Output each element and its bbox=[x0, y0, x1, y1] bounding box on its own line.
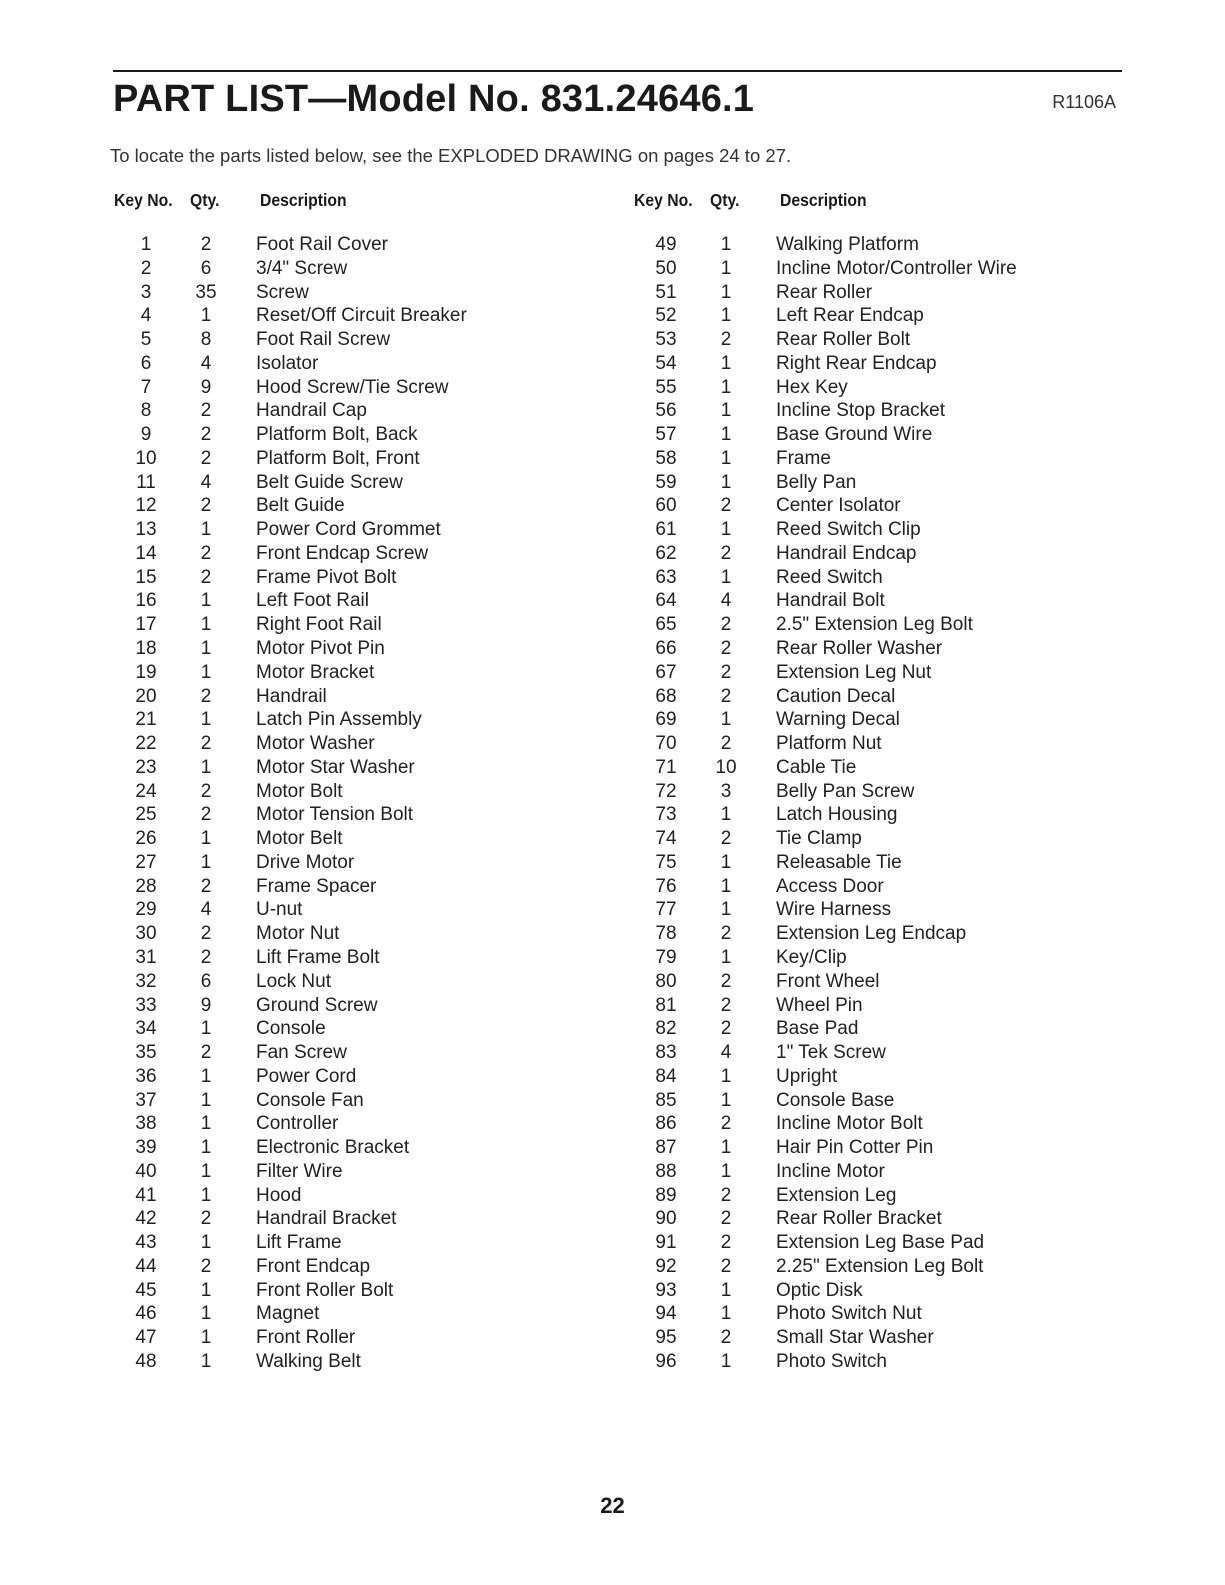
part-key-no: 56 bbox=[655, 400, 677, 422]
part-qty: 8 bbox=[200, 329, 212, 351]
part-qty: 2 bbox=[720, 685, 732, 707]
part-qty: 2 bbox=[720, 1327, 732, 1349]
part-key-no: 71 bbox=[655, 756, 677, 778]
part-qty: 4 bbox=[200, 899, 212, 921]
part-key-no: 4 bbox=[140, 305, 152, 327]
part-qty: 1 bbox=[200, 1232, 212, 1254]
part-description: Frame Spacer bbox=[256, 875, 377, 897]
description-header: Description bbox=[780, 190, 867, 210]
part-key-no: 81 bbox=[655, 994, 677, 1016]
part-description: Isolator bbox=[256, 352, 319, 374]
part-qty: 1 bbox=[200, 590, 212, 612]
part-description: Releasable Tie bbox=[776, 851, 902, 873]
part-qty: 1 bbox=[200, 519, 212, 541]
part-qty: 4 bbox=[720, 590, 732, 612]
part-description: Frame bbox=[776, 447, 831, 469]
part-key-no: 75 bbox=[655, 851, 677, 873]
part-key-no: 57 bbox=[655, 424, 677, 446]
part-key-no: 23 bbox=[135, 756, 157, 778]
part-key-no: 77 bbox=[655, 899, 677, 921]
part-description: Incline Stop Bracket bbox=[776, 400, 945, 422]
part-qty: 35 bbox=[195, 281, 217, 303]
part-qty: 1 bbox=[720, 1303, 732, 1325]
document-code: R1106A bbox=[1052, 92, 1116, 112]
part-description: Controller bbox=[256, 1113, 339, 1135]
part-qty: 2 bbox=[200, 923, 212, 945]
part-key-no: 3 bbox=[140, 281, 152, 303]
part-description: Motor Pivot Pin bbox=[256, 638, 385, 660]
part-qty: 1 bbox=[200, 1113, 212, 1135]
part-key-no: 79 bbox=[655, 946, 677, 968]
part-qty: 1 bbox=[200, 638, 212, 660]
part-key-no: 37 bbox=[135, 1089, 157, 1111]
part-description: Screw bbox=[256, 281, 309, 303]
part-key-no: 13 bbox=[135, 519, 157, 541]
part-qty: 2 bbox=[200, 733, 212, 755]
part-description: Right Foot Rail bbox=[256, 614, 382, 636]
part-description: Platform Bolt, Back bbox=[256, 424, 418, 446]
part-description: Optic Disk bbox=[776, 1279, 863, 1301]
part-key-no: 95 bbox=[655, 1327, 677, 1349]
part-description: Console bbox=[256, 1018, 326, 1040]
part-qty: 1 bbox=[720, 400, 732, 422]
part-qty: 1 bbox=[200, 828, 212, 850]
part-description: Reset/Off Circuit Breaker bbox=[256, 305, 467, 327]
part-key-no: 33 bbox=[135, 994, 157, 1016]
part-description: Handrail Cap bbox=[256, 400, 367, 422]
part-key-no: 62 bbox=[655, 542, 677, 564]
part-description: Extension Leg Nut bbox=[776, 661, 932, 683]
part-description: Electronic Bracket bbox=[256, 1137, 410, 1159]
part-description: Handrail bbox=[256, 685, 327, 707]
part-qty: 1 bbox=[720, 804, 732, 826]
part-key-no: 8 bbox=[140, 400, 152, 422]
part-qty: 1 bbox=[200, 1160, 212, 1182]
part-description: Foot Rail Screw bbox=[256, 329, 391, 351]
part-qty: 2 bbox=[200, 1042, 212, 1064]
part-qty: 9 bbox=[200, 376, 212, 398]
part-key-no: 5 bbox=[140, 329, 152, 351]
part-key-no: 54 bbox=[655, 352, 677, 374]
part-qty: 1 bbox=[720, 447, 732, 469]
part-description: Base Pad bbox=[776, 1018, 859, 1040]
part-qty: 2 bbox=[720, 542, 732, 564]
part-qty: 9 bbox=[200, 994, 212, 1016]
part-description: 3/4" Screw bbox=[256, 257, 348, 279]
part-qty: 1 bbox=[720, 519, 732, 541]
qty-header: Qty. bbox=[710, 190, 740, 210]
part-key-no: 43 bbox=[135, 1232, 157, 1254]
part-key-no: 10 bbox=[135, 447, 157, 469]
part-description: Incline Motor Bolt bbox=[776, 1113, 923, 1135]
part-qty: 1 bbox=[200, 1184, 212, 1206]
part-description: Lift Frame Bolt bbox=[256, 946, 380, 968]
part-key-no: 24 bbox=[135, 780, 157, 802]
part-description: Handrail Endcap bbox=[776, 542, 917, 564]
part-description: Platform Nut bbox=[776, 733, 882, 755]
part-key-no: 25 bbox=[135, 804, 157, 826]
description-header: Description bbox=[260, 190, 347, 210]
part-description: Fan Screw bbox=[256, 1042, 347, 1064]
part-qty: 1 bbox=[720, 851, 732, 873]
part-description: Extension Leg Base Pad bbox=[776, 1232, 985, 1254]
part-qty: 1 bbox=[720, 424, 732, 446]
part-description: Wheel Pin bbox=[776, 994, 863, 1016]
part-qty: 1 bbox=[200, 1065, 212, 1087]
part-description: Tie Clamp bbox=[776, 828, 862, 850]
part-description: Left Foot Rail bbox=[256, 590, 369, 612]
part-description: Rear Roller Bolt bbox=[776, 329, 911, 351]
part-qty: 2 bbox=[720, 614, 732, 636]
part-key-no: 36 bbox=[135, 1065, 157, 1087]
part-key-no: 73 bbox=[655, 804, 677, 826]
part-qty: 1 bbox=[720, 709, 732, 731]
part-description: Front Wheel bbox=[776, 970, 880, 992]
part-key-no: 2 bbox=[140, 257, 152, 279]
part-key-no: 18 bbox=[135, 638, 157, 660]
part-qty: 4 bbox=[200, 352, 212, 374]
part-qty: 2 bbox=[200, 424, 212, 446]
part-key-no: 55 bbox=[655, 376, 677, 398]
part-description: Right Rear Endcap bbox=[776, 352, 937, 374]
part-key-no: 50 bbox=[655, 257, 677, 279]
part-key-no: 11 bbox=[136, 471, 156, 493]
part-description: Motor Nut bbox=[256, 923, 340, 945]
part-description: Hood Screw/Tie Screw bbox=[256, 376, 449, 398]
part-description: Center Isolator bbox=[776, 495, 901, 517]
part-description: Extension Leg Endcap bbox=[776, 923, 967, 945]
part-key-no: 94 bbox=[655, 1303, 677, 1325]
part-key-no: 51 bbox=[655, 281, 677, 303]
part-description: Latch Pin Assembly bbox=[256, 709, 422, 731]
part-qty: 6 bbox=[200, 257, 212, 279]
part-qty: 2 bbox=[720, 495, 732, 517]
part-qty: 1 bbox=[720, 1279, 732, 1301]
part-qty: 2 bbox=[720, 923, 732, 945]
part-key-no: 63 bbox=[655, 566, 677, 588]
part-key-no: 58 bbox=[655, 447, 677, 469]
part-description: Console Fan bbox=[256, 1089, 364, 1111]
part-key-no: 45 bbox=[135, 1279, 157, 1301]
part-qty: 1 bbox=[720, 1350, 732, 1372]
part-key-no: 85 bbox=[655, 1089, 677, 1111]
part-key-no: 72 bbox=[655, 780, 677, 802]
part-qty: 1 bbox=[200, 709, 212, 731]
part-key-no: 91 bbox=[655, 1232, 677, 1254]
part-key-no: 34 bbox=[135, 1018, 157, 1040]
part-description: Belly Pan bbox=[776, 471, 857, 493]
part-qty: 2 bbox=[720, 828, 732, 850]
part-description: Front Roller Bolt bbox=[256, 1279, 394, 1301]
part-qty: 2 bbox=[200, 400, 212, 422]
part-qty: 2 bbox=[200, 780, 212, 802]
key-no-header: Key No. bbox=[634, 190, 693, 210]
part-key-no: 30 bbox=[135, 923, 157, 945]
part-description: Handrail Bracket bbox=[256, 1208, 397, 1230]
part-description: Platform Bolt, Front bbox=[256, 447, 420, 469]
part-description: Frame Pivot Bolt bbox=[256, 566, 397, 588]
part-description: Filter Wire bbox=[256, 1160, 343, 1182]
part-qty: 2 bbox=[200, 875, 212, 897]
part-qty: 1 bbox=[200, 1089, 212, 1111]
part-key-no: 9 bbox=[140, 424, 152, 446]
part-key-no: 12 bbox=[135, 495, 157, 517]
part-key-no: 88 bbox=[655, 1160, 677, 1182]
part-qty: 1 bbox=[200, 756, 212, 778]
part-description: Power Cord bbox=[256, 1065, 357, 1087]
part-qty: 1 bbox=[720, 352, 732, 374]
part-key-no: 84 bbox=[655, 1065, 677, 1087]
part-qty: 2 bbox=[720, 1018, 732, 1040]
part-key-no: 52 bbox=[655, 305, 677, 327]
part-description: Belly Pan Screw bbox=[776, 780, 915, 802]
part-qty: 2 bbox=[720, 733, 732, 755]
part-qty: 2 bbox=[200, 685, 212, 707]
part-description: Ground Screw bbox=[256, 994, 378, 1016]
part-qty: 1 bbox=[200, 1350, 212, 1372]
part-key-no: 44 bbox=[135, 1255, 157, 1277]
part-description: Left Rear Endcap bbox=[776, 305, 924, 327]
part-key-no: 87 bbox=[655, 1137, 677, 1159]
part-key-no: 64 bbox=[655, 590, 677, 612]
part-key-no: 59 bbox=[655, 471, 677, 493]
part-description: Handrail Bolt bbox=[776, 590, 885, 612]
part-key-no: 70 bbox=[655, 733, 677, 755]
page-title: PART LIST—Model No. 831.24646.1 bbox=[113, 78, 755, 120]
part-qty: 3 bbox=[720, 780, 732, 802]
part-key-no: 7 bbox=[140, 376, 152, 398]
part-qty: 2 bbox=[720, 994, 732, 1016]
part-key-no: 80 bbox=[655, 970, 677, 992]
intro-text: To locate the parts listed below, see the EXPLODED DRAWING on pages 24 to 27. bbox=[110, 145, 792, 166]
part-description: Incline Motor/Controller Wire bbox=[776, 257, 1017, 279]
part-description: Lift Frame bbox=[256, 1232, 342, 1254]
part-description: Motor Star Washer bbox=[256, 756, 415, 778]
part-description: U-nut bbox=[256, 899, 303, 921]
qty-header: Qty. bbox=[190, 190, 220, 210]
part-description: Motor Belt bbox=[256, 828, 343, 850]
part-description: Belt Guide Screw bbox=[256, 471, 403, 493]
part-key-no: 1 bbox=[140, 234, 152, 255]
part-qty: 1 bbox=[200, 1327, 212, 1349]
part-key-no: 82 bbox=[655, 1018, 677, 1040]
part-description: Wire Harness bbox=[776, 899, 892, 921]
part-description: Front Endcap bbox=[256, 1255, 371, 1277]
part-key-no: 42 bbox=[135, 1208, 157, 1230]
part-qty: 1 bbox=[720, 899, 732, 921]
part-qty: 1 bbox=[720, 1089, 732, 1111]
part-qty: 2 bbox=[720, 1208, 732, 1230]
part-description: Console Base bbox=[776, 1089, 895, 1111]
part-description: Access Door bbox=[776, 875, 884, 897]
part-key-no: 41 bbox=[135, 1184, 157, 1206]
part-qty: 1 bbox=[720, 257, 732, 279]
part-key-no: 29 bbox=[135, 899, 157, 921]
part-description: Reed Switch Clip bbox=[776, 519, 921, 541]
part-qty: 2 bbox=[720, 329, 732, 351]
part-qty: 1 bbox=[720, 281, 732, 303]
part-description: Hex Key bbox=[776, 376, 848, 398]
part-qty: 2 bbox=[720, 1184, 732, 1206]
part-description: Small Star Washer bbox=[776, 1327, 934, 1349]
part-key-no: 66 bbox=[655, 638, 677, 660]
part-description: Foot Rail Cover bbox=[256, 234, 388, 255]
part-qty: 2 bbox=[720, 638, 732, 660]
part-key-no: 90 bbox=[655, 1208, 677, 1230]
part-qty: 1 bbox=[720, 471, 732, 493]
part-description: Lock Nut bbox=[256, 970, 331, 992]
part-description: Cable Tie bbox=[776, 756, 857, 778]
part-description: Photo Switch Nut bbox=[776, 1303, 922, 1325]
part-qty: 4 bbox=[720, 1042, 732, 1064]
part-description: Belt Guide bbox=[256, 495, 345, 517]
part-description: Photo Switch bbox=[776, 1350, 887, 1372]
part-description: Motor Bracket bbox=[256, 661, 375, 683]
part-key-no: 31 bbox=[135, 946, 157, 968]
part-qty: 2 bbox=[200, 495, 212, 517]
part-description: Caution Decal bbox=[776, 685, 896, 707]
part-key-no: 21 bbox=[135, 709, 157, 731]
part-description: Warning Decal bbox=[776, 709, 900, 731]
part-qty: 2 bbox=[200, 804, 212, 826]
part-key-no: 49 bbox=[655, 234, 677, 255]
part-qty: 1 bbox=[720, 946, 732, 968]
part-description: Walking Belt bbox=[256, 1350, 361, 1372]
part-key-no: 65 bbox=[655, 614, 677, 636]
part-qty: 1 bbox=[720, 1137, 732, 1159]
part-qty: 1 bbox=[720, 376, 732, 398]
part-key-no: 61 bbox=[655, 519, 677, 541]
part-description: Magnet bbox=[256, 1303, 320, 1325]
part-description: Motor Tension Bolt bbox=[256, 804, 414, 826]
part-key-no: 38 bbox=[135, 1113, 157, 1135]
part-key-no: 39 bbox=[135, 1137, 157, 1159]
part-qty: 1 bbox=[200, 661, 212, 683]
part-qty: 2 bbox=[200, 946, 212, 968]
part-description: Motor Washer bbox=[256, 733, 375, 755]
part-key-no: 96 bbox=[655, 1350, 677, 1372]
part-key-no: 6 bbox=[140, 352, 152, 374]
part-key-no: 74 bbox=[655, 828, 677, 850]
part-description: Walking Platform bbox=[776, 234, 919, 255]
part-key-no: 14 bbox=[135, 542, 157, 564]
part-qty: 4 bbox=[200, 471, 212, 493]
part-qty: 2 bbox=[200, 234, 212, 255]
part-qty: 2 bbox=[200, 1255, 212, 1277]
part-qty: 1 bbox=[200, 305, 212, 327]
part-description: Rear Roller Washer bbox=[776, 638, 943, 660]
part-qty: 2 bbox=[720, 661, 732, 683]
part-key-no: 76 bbox=[655, 875, 677, 897]
part-description: Upright bbox=[776, 1065, 838, 1087]
part-qty: 2 bbox=[200, 1208, 212, 1230]
part-key-no: 15 bbox=[135, 566, 157, 588]
part-qty: 10 bbox=[715, 756, 737, 778]
part-key-no: 89 bbox=[655, 1184, 677, 1206]
part-key-no: 86 bbox=[655, 1113, 677, 1135]
part-qty: 1 bbox=[720, 1160, 732, 1182]
part-key-no: 78 bbox=[655, 923, 677, 945]
part-description: Hood bbox=[256, 1184, 302, 1206]
part-description: Drive Motor bbox=[256, 851, 355, 873]
key-no-header: Key No. bbox=[114, 190, 173, 210]
part-description: Latch Housing bbox=[776, 804, 898, 826]
part-qty: 1 bbox=[720, 566, 732, 588]
part-description: 2.5" Extension Leg Bolt bbox=[776, 614, 973, 636]
part-qty: 1 bbox=[200, 1303, 212, 1325]
part-key-no: 40 bbox=[135, 1160, 157, 1182]
part-key-no: 35 bbox=[135, 1042, 157, 1064]
part-description: Rear Roller Bracket bbox=[776, 1208, 942, 1230]
part-description: Motor Bolt bbox=[256, 780, 343, 802]
part-description: Reed Switch bbox=[776, 566, 883, 588]
part-qty: 2 bbox=[720, 1255, 732, 1277]
part-key-no: 67 bbox=[655, 661, 677, 683]
part-key-no: 92 bbox=[655, 1255, 677, 1277]
part-qty: 2 bbox=[200, 542, 212, 564]
part-key-no: 48 bbox=[135, 1350, 157, 1372]
part-qty: 1 bbox=[200, 614, 212, 636]
part-qty: 2 bbox=[720, 1232, 732, 1254]
part-qty: 1 bbox=[720, 234, 732, 255]
part-key-no: 28 bbox=[135, 875, 157, 897]
part-key-no: 47 bbox=[135, 1327, 157, 1349]
part-description: Incline Motor bbox=[776, 1160, 885, 1182]
part-qty: 1 bbox=[200, 1279, 212, 1301]
part-key-no: 26 bbox=[135, 828, 157, 850]
part-qty: 1 bbox=[720, 1065, 732, 1087]
part-description: Key/Clip bbox=[776, 946, 847, 968]
part-key-no: 83 bbox=[655, 1042, 677, 1064]
part-qty: 2 bbox=[200, 566, 212, 588]
part-key-no: 27 bbox=[135, 851, 157, 873]
part-key-no: 16 bbox=[135, 590, 157, 612]
part-key-no: 69 bbox=[655, 709, 677, 731]
part-qty: 1 bbox=[200, 1137, 212, 1159]
part-description: Rear Roller bbox=[776, 281, 873, 303]
part-description: 2.25" Extension Leg Bolt bbox=[776, 1255, 984, 1277]
part-description: Front Endcap Screw bbox=[256, 542, 429, 564]
part-key-no: 22 bbox=[135, 733, 157, 755]
part-qty: 6 bbox=[200, 970, 212, 992]
part-description: Hair Pin Cotter Pin bbox=[776, 1137, 934, 1159]
part-qty: 1 bbox=[720, 305, 732, 327]
part-qty: 1 bbox=[200, 851, 212, 873]
part-key-no: 46 bbox=[135, 1303, 157, 1325]
part-key-no: 20 bbox=[135, 685, 157, 707]
part-key-no: 19 bbox=[135, 661, 157, 683]
part-description: 1" Tek Screw bbox=[776, 1042, 886, 1064]
part-key-no: 68 bbox=[655, 685, 677, 707]
part-key-no: 93 bbox=[655, 1279, 677, 1301]
page-header bbox=[113, 70, 1122, 122]
part-description: Extension Leg bbox=[776, 1184, 897, 1206]
part-description: Power Cord Grommet bbox=[256, 519, 441, 541]
part-qty: 2 bbox=[200, 447, 212, 469]
page-number: 22 bbox=[600, 1493, 625, 1518]
part-qty: 1 bbox=[200, 1018, 212, 1040]
part-key-no: 53 bbox=[655, 329, 677, 351]
part-qty: 2 bbox=[720, 1113, 732, 1135]
part-key-no: 60 bbox=[655, 495, 677, 517]
part-description: Base Ground Wire bbox=[776, 424, 933, 446]
part-qty: 2 bbox=[720, 970, 732, 992]
part-description: Front Roller bbox=[256, 1327, 356, 1349]
part-key-no: 32 bbox=[135, 970, 157, 992]
part-qty: 1 bbox=[720, 875, 732, 897]
part-key-no: 17 bbox=[135, 614, 157, 636]
